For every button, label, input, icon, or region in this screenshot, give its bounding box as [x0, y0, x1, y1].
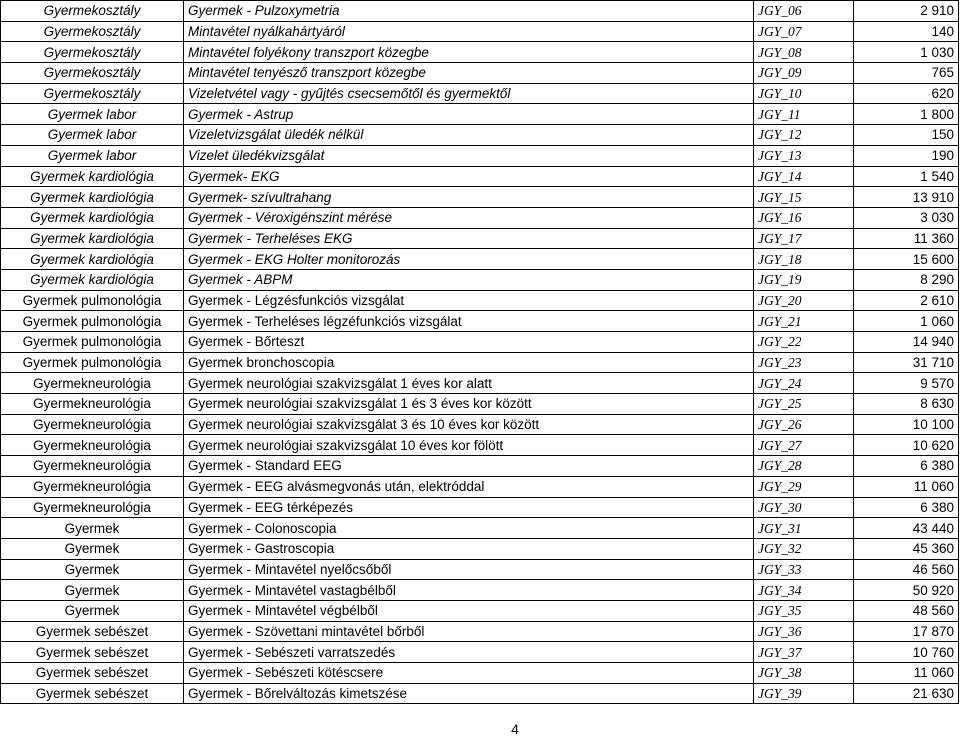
table-row: [1, 456, 959, 477]
service-cell: Vizelet üledékvizsgálat: [184, 145, 754, 166]
table-row: [1, 373, 959, 394]
department-cell: Gyermek sebészet: [1, 663, 184, 684]
code-cell: JGY_17: [754, 228, 854, 249]
table-row: [1, 249, 959, 270]
price-cell: 10 760: [854, 642, 959, 663]
table-row: [1, 311, 959, 332]
service-cell: Gyermek - Astrup: [184, 104, 754, 125]
code-cell: JGY_34: [754, 580, 854, 601]
table-row: [1, 104, 959, 125]
department-cell: Gyermek labor: [1, 145, 184, 166]
service-cell: Vizeletvétel vagy - gyűjtés csecsemőtől és gyermektől: [184, 83, 754, 104]
price-cell: 45 360: [854, 538, 959, 559]
department-cell: Gyermekneurológia: [1, 373, 184, 394]
price-cell: 1 030: [854, 42, 959, 63]
table-row: [1, 21, 959, 42]
code-cell: JGY_14: [754, 166, 854, 187]
service-cell: Gyermek - EEG alvásmegvonás után, elektróddal: [184, 476, 754, 497]
department-cell: Gyermekneurológia: [1, 497, 184, 518]
table-row: [1, 63, 959, 84]
price-cell: 1 060: [854, 311, 959, 332]
price-cell: 10 100: [854, 414, 959, 435]
price-cell: 13 910: [854, 187, 959, 208]
service-cell: Gyermek - Standard EEG: [184, 456, 754, 477]
price-cell: 620: [854, 83, 959, 104]
service-cell: Gyermek - EEG térképezés: [184, 497, 754, 518]
service-cell: Gyermek - Szövettani mintavétel bőrből: [184, 621, 754, 642]
price-cell: 11 060: [854, 476, 959, 497]
code-cell: JGY_23: [754, 352, 854, 373]
price-cell: 1 540: [854, 166, 959, 187]
code-cell: JGY_22: [754, 332, 854, 353]
code-cell: JGY_19: [754, 269, 854, 290]
price-cell: 50 920: [854, 580, 959, 601]
price-cell: 10 620: [854, 435, 959, 456]
table-row: [1, 207, 959, 228]
price-cell: 3 030: [854, 207, 959, 228]
price-cell: 46 560: [854, 559, 959, 580]
table-row: [1, 600, 959, 621]
service-cell: Gyermek - Sebészeti kötéscsere: [184, 663, 754, 684]
code-cell: JGY_36: [754, 621, 854, 642]
service-cell: Gyermek - Mintavétel nyelőcsőből: [184, 559, 754, 580]
code-cell: JGY_26: [754, 414, 854, 435]
code-cell: JGY_21: [754, 311, 854, 332]
department-cell: Gyermekneurológia: [1, 476, 184, 497]
code-cell: JGY_24: [754, 373, 854, 394]
department-cell: Gyermek: [1, 580, 184, 601]
service-cell: Gyermek - Colonoscopia: [184, 518, 754, 539]
department-cell: Gyermekosztály: [1, 83, 184, 104]
department-cell: Gyermek sebészet: [1, 642, 184, 663]
department-cell: Gyermekneurológia: [1, 394, 184, 415]
service-cell: Gyermek - Gastroscopia: [184, 538, 754, 559]
code-cell: JGY_35: [754, 600, 854, 621]
department-cell: Gyermek: [1, 538, 184, 559]
price-cell: 2 910: [854, 1, 959, 22]
department-cell: Gyermek: [1, 518, 184, 539]
department-cell: Gyermek kardiológia: [1, 187, 184, 208]
code-cell: JGY_29: [754, 476, 854, 497]
table-row: [1, 42, 959, 63]
service-cell: Gyermek bronchoscopia: [184, 352, 754, 373]
code-cell: JGY_16: [754, 207, 854, 228]
department-cell: Gyermek: [1, 600, 184, 621]
table-row: [1, 352, 959, 373]
code-cell: JGY_32: [754, 538, 854, 559]
department-cell: Gyermek pulmonológia: [1, 352, 184, 373]
table-row: [1, 663, 959, 684]
service-cell: Gyermek - Pulzoxymetria: [184, 1, 754, 22]
table-row: [1, 435, 959, 456]
page-number: 4: [511, 721, 519, 737]
code-cell: JGY_38: [754, 663, 854, 684]
price-cell: 6 380: [854, 497, 959, 518]
price-cell: 11 060: [854, 663, 959, 684]
service-cell: Gyermek- EKG: [184, 166, 754, 187]
table-row: [1, 414, 959, 435]
code-cell: JGY_13: [754, 145, 854, 166]
code-cell: JGY_18: [754, 249, 854, 270]
price-table-body: [1, 1, 959, 704]
service-cell: Gyermek neurológiai szakvizsgálat 3 és 10 éves kor között: [184, 414, 754, 435]
table-row: [1, 559, 959, 580]
price-cell: 6 380: [854, 456, 959, 477]
price-cell: 14 940: [854, 332, 959, 353]
code-cell: JGY_06: [754, 1, 854, 22]
service-cell: Vizeletvizsgálat üledék nélkül: [184, 125, 754, 146]
code-cell: JGY_37: [754, 642, 854, 663]
code-cell: JGY_31: [754, 518, 854, 539]
department-cell: Gyermekneurológia: [1, 435, 184, 456]
service-cell: Gyermek- szívultrahang: [184, 187, 754, 208]
service-cell: Gyermek - Véroxigénszint mérése: [184, 207, 754, 228]
code-cell: JGY_20: [754, 290, 854, 311]
department-cell: Gyermekneurológia: [1, 456, 184, 477]
table-row: [1, 228, 959, 249]
code-cell: JGY_25: [754, 394, 854, 415]
table-row: [1, 642, 959, 663]
table-row: [1, 580, 959, 601]
code-cell: JGY_11: [754, 104, 854, 125]
department-cell: Gyermek kardiológia: [1, 249, 184, 270]
service-cell: Mintavétel tenyésző transzport közegbe: [184, 63, 754, 84]
service-cell: Gyermek - Mintavétel vastagbélből: [184, 580, 754, 601]
service-cell: Gyermek - Bőrelváltozás kimetszése: [184, 683, 754, 704]
price-cell: 140: [854, 21, 959, 42]
price-cell: 21 630: [854, 683, 959, 704]
department-cell: Gyermek kardiológia: [1, 166, 184, 187]
department-cell: Gyermek sebészet: [1, 683, 184, 704]
service-cell: Mintavétel folyékony transzport közegbe: [184, 42, 754, 63]
code-cell: JGY_09: [754, 63, 854, 84]
table-row: [1, 166, 959, 187]
price-cell: 2 610: [854, 290, 959, 311]
table-row: [1, 125, 959, 146]
price-cell: 150: [854, 125, 959, 146]
table-row: [1, 683, 959, 704]
table-row: [1, 1, 959, 22]
department-cell: Gyermek pulmonológia: [1, 290, 184, 311]
table-row: [1, 187, 959, 208]
table-row: [1, 290, 959, 311]
department-cell: Gyermek pulmonológia: [1, 311, 184, 332]
service-cell: Mintavétel nyálkahártyáról: [184, 21, 754, 42]
table-row: [1, 269, 959, 290]
department-cell: Gyermek kardiológia: [1, 228, 184, 249]
service-cell: Gyermek neurológiai szakvizsgálat 10 éves kor fölött: [184, 435, 754, 456]
service-cell: Gyermek - Terheléses légzéfunkciós vizsgálat: [184, 311, 754, 332]
code-cell: JGY_30: [754, 497, 854, 518]
price-cell: 17 870: [854, 621, 959, 642]
code-cell: JGY_39: [754, 683, 854, 704]
department-cell: Gyermekosztály: [1, 1, 184, 22]
code-cell: JGY_33: [754, 559, 854, 580]
price-cell: 9 570: [854, 373, 959, 394]
service-cell: Gyermek - EKG Holter monitorozás: [184, 249, 754, 270]
table-row: [1, 83, 959, 104]
department-cell: Gyermek pulmonológia: [1, 332, 184, 353]
service-cell: Gyermek neurológiai szakvizsgálat 1 éves kor alatt: [184, 373, 754, 394]
code-cell: JGY_27: [754, 435, 854, 456]
table-row: [1, 145, 959, 166]
price-cell: 11 360: [854, 228, 959, 249]
code-cell: JGY_12: [754, 125, 854, 146]
department-cell: Gyermek labor: [1, 104, 184, 125]
table-row: [1, 476, 959, 497]
department-cell: Gyermekosztály: [1, 21, 184, 42]
price-cell: 8 290: [854, 269, 959, 290]
price-cell: 43 440: [854, 518, 959, 539]
price-cell: 31 710: [854, 352, 959, 373]
department-cell: Gyermek labor: [1, 125, 184, 146]
table-row: [1, 394, 959, 415]
service-cell: Gyermek - ABPM: [184, 269, 754, 290]
service-cell: Gyermek - Bőrteszt: [184, 332, 754, 353]
department-cell: Gyermekosztály: [1, 42, 184, 63]
service-cell: Gyermek - Légzésfunkciós vizsgálat: [184, 290, 754, 311]
department-cell: Gyermek kardiológia: [1, 207, 184, 228]
department-cell: Gyermek: [1, 559, 184, 580]
department-cell: Gyermekosztály: [1, 63, 184, 84]
code-cell: JGY_07: [754, 21, 854, 42]
code-cell: JGY_15: [754, 187, 854, 208]
code-cell: JGY_08: [754, 42, 854, 63]
service-cell: Gyermek neurológiai szakvizsgálat 1 és 3 éves kor között: [184, 394, 754, 415]
price-cell: 190: [854, 145, 959, 166]
table-row: [1, 621, 959, 642]
service-cell: Gyermek - Terheléses EKG: [184, 228, 754, 249]
department-cell: Gyermekneurológia: [1, 414, 184, 435]
department-cell: Gyermek sebészet: [1, 621, 184, 642]
service-cell: Gyermek - Mintavétel végbélből: [184, 600, 754, 621]
code-cell: JGY_10: [754, 83, 854, 104]
price-cell: 48 560: [854, 600, 959, 621]
price-cell: 1 800: [854, 104, 959, 125]
price-cell: 8 630: [854, 394, 959, 415]
price-cell: 765: [854, 63, 959, 84]
department-cell: Gyermek kardiológia: [1, 269, 184, 290]
table-row: [1, 518, 959, 539]
service-cell: Gyermek - Sebészeti varratszedés: [184, 642, 754, 663]
price-cell: 15 600: [854, 249, 959, 270]
table-row: [1, 538, 959, 559]
table-row: [1, 497, 959, 518]
code-cell: JGY_28: [754, 456, 854, 477]
table-row: [1, 332, 959, 353]
